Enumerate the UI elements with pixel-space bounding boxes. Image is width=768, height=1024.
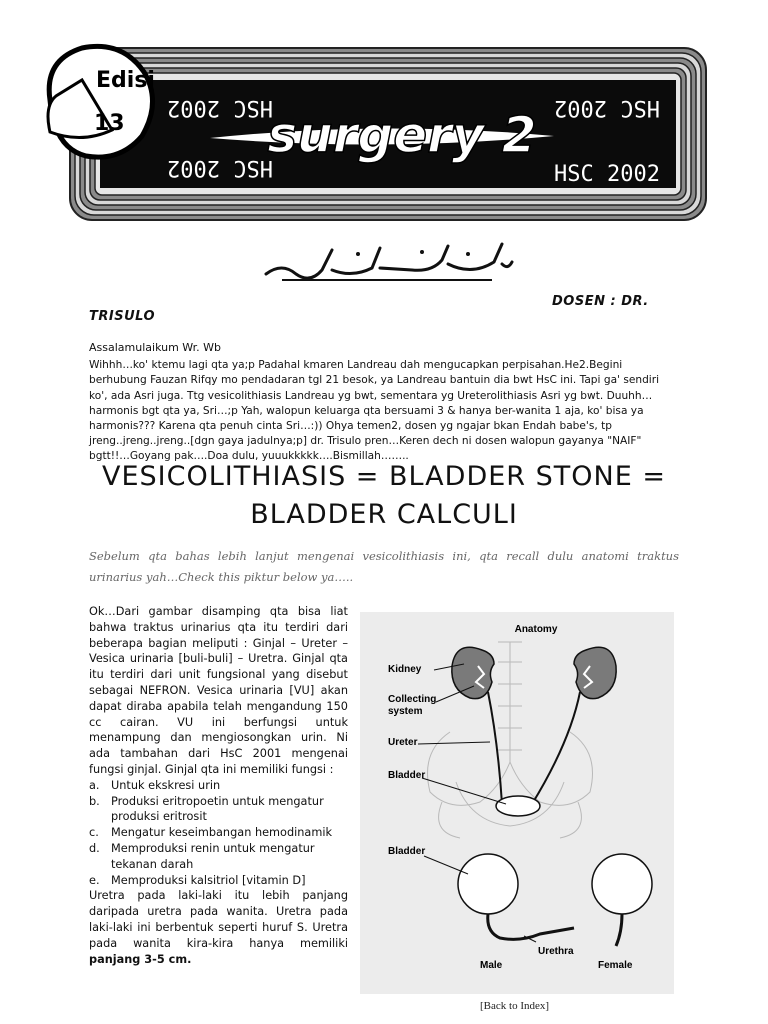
banner-tag-right-top: HSC 2002 [554, 95, 660, 120]
kidney-functions-list [89, 778, 348, 889]
label-collecting: Collecting [388, 694, 437, 705]
body-text [89, 604, 348, 967]
body-paragraph-1: Ok…Dari gambar disamping qta bisa liat bahwa traktus urinarius qta itu terdiri dari beberapa bagian meliputi : Ginjal – Ureter – Vesica urinaria [buli-buli] – Uretra. Ginjal qta itu terdiri dari unit fungsional yang disebut sebagai NEFRON. Vesica urinaria [VU] akan dapat diraba apabila telah mengandung 150 cc cairan. VU ini berfungsi untuk menampung dan mengiosongkan urin. Ni ada tambahan dari HsC 2001 mengenai fungsi ginjal. Ginjal qta ini memiliki fungsi : [89, 605, 348, 776]
banner-tag-left-bottom: HSC 2002 [167, 155, 273, 180]
label-bladder-top: Bladder [388, 770, 426, 781]
list-marker: b. [89, 794, 100, 808]
label-kidney: Kidney [388, 664, 422, 675]
greeting: Assalamulaikum Wr. Wb [89, 341, 222, 354]
body-paragraph-2-bold: panjang 3-5 cm. [89, 952, 192, 966]
edition-number: 13 [94, 111, 125, 136]
label-male: Male [480, 960, 503, 971]
list-item-text: Produksi eritropoetin untuk mengatur produksi eritrosit [111, 794, 324, 824]
lecturer-name: TRISULO [89, 309, 156, 324]
figure-title: Anatomy [514, 624, 558, 635]
list-marker: c. [89, 826, 99, 840]
label-ureter: Ureter [388, 737, 418, 748]
banner-title: surgery 2 [267, 106, 537, 164]
list-item [89, 794, 348, 826]
label-system: system [388, 706, 423, 717]
list-item [89, 841, 348, 873]
article-title-line1: VESICOLITHIASIS = BLADDER STONE = [102, 461, 666, 492]
banner-tag-left-top: HSC 2002 [167, 95, 273, 120]
list-item [89, 825, 348, 841]
banner-tag-right-bottom: HSC 2002 [554, 162, 660, 187]
recall-text: Sebelum qta bahas lebih lanjut mengenai vesicolithiasis ini, qta recall dulu anatomi traktus urinarius yah…Check this piktur below ya….. [89, 549, 679, 584]
edition-badge [48, 46, 155, 157]
edition-label: Edisi [96, 68, 155, 93]
list-marker: d. [89, 841, 100, 855]
list-marker: a. [89, 778, 100, 792]
lecturer-label: DOSEN : DR. [552, 294, 649, 309]
body-paragraph-2-text: Uretra pada laki-laki itu lebih panjang daripada uretra pada wanita. Uretra pada laki-laki ini berbentuk seperti huruf S. Uretra pada wanita kira-kira hanya memiliki [89, 889, 348, 950]
intro-section [89, 340, 679, 465]
list-item-text: Memproduksi kalsitriol [vitamin D] [111, 873, 306, 887]
list-marker: e. [89, 873, 100, 887]
header-banner [42, 40, 710, 225]
anatomy-figure [360, 612, 674, 994]
body-paragraph-2 [89, 888, 348, 967]
list-item-text: Untuk ekskresi urin [111, 778, 221, 792]
label-female: Female [598, 960, 633, 971]
intro-paragraph: Wihhh…ko' ktemu lagi qta ya;p Padahal kmaren Landreau dah mengucapkan perpisahan.He2.Begini berhubung Fauzan Rifqy mo pendadaran tgl 21 besok, ya Landreau bantuin dia bwt HsC ini. Tapi ga' sendiri ko', ada Asri juga. Ttg vesicolithiasis Landreau yg bwt, sementara yg Ureterolithiasis Asri yg bwt. Duuhh…harmonis bgt qta ya, Sri…;p Yah, walopun keluarga qta bersuami 3 & hanya ber-wanita 1 aja, ko' bisa ya harmonis??? Karena qta penuh cinta Sri…:)) Ohya temen2, dosen yg ngajar bkan Endah babe's, tp jreng..jreng..jreng..[dgn gaya jadulnya;p] dr. Trisulo pren…Keren dech ni dosen walopun gayanya "NAIF" bgtt!!…Goyang pak….Doa dulu, yuuukkkkk….Bismillah…….. [89, 359, 660, 463]
article-title [40, 458, 728, 534]
article-title-line2: BLADDER CALCULI [250, 499, 518, 530]
label-bladder-bottom: Bladder [388, 846, 426, 857]
list-item [89, 873, 348, 889]
back-to-index-link[interactable]: [Back to Index] [480, 1000, 550, 1012]
basmalah-calligraphy [262, 240, 514, 286]
list-item-text: Memproduksi renin untuk mengatur tekanan darah [111, 841, 315, 871]
list-item [89, 778, 348, 794]
list-item-text: Mengatur keseimbangan hemodinamik [111, 826, 333, 840]
label-urethra: Urethra [538, 946, 574, 957]
